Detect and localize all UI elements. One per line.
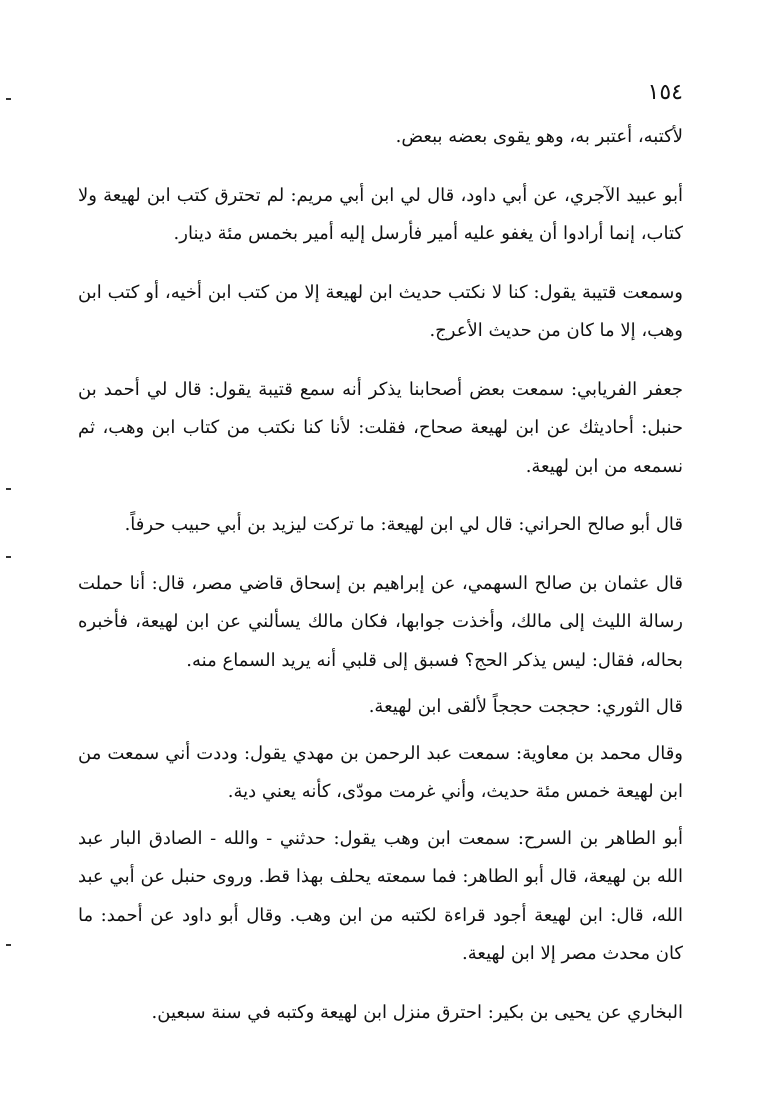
paragraph-gap <box>78 157 683 177</box>
page-body <box>78 118 683 1032</box>
paragraph-1: لأكتبه، أعتبر به، وهو يقوى بعضه ببعض. <box>395 126 683 147</box>
scan-edge-mark <box>6 98 11 100</box>
paragraph-gap <box>78 254 683 274</box>
paragraph-2: أبو عبيد الآجري، عن أبي داود، قال لي ابن أبي مريم: لم تحترق كتب ابن لهيعة ولا كتاب، إنما أرادوا أن يغفو عليه أمير فأرسل إليه أمير بخمس مئة دينار. <box>78 184 683 244</box>
paragraph-5: قال أبو صالح الحراني: قال لي ابن لهيعة: ما تركت ليزيد بن أبي حبيب حرفاً. <box>124 514 683 535</box>
paragraph-6: قال عثمان بن صالح السهمي، عن إبراهيم بن إسحاق قاضي مصر، قال: أنا حملت رسالة الليث إلى مالك، وأخذت جوابها، فكان مالك يسألني عن ابن لهيعة، فأخبره بحاله، فقال: ليس يذكر الحج؟ فسبق إلى قلبي أنه يريد السماع منه. <box>78 572 683 671</box>
paragraph-gap <box>78 727 683 735</box>
paragraph-8: وقال محمد بن معاوية: سمعت عبد الرحمن بن مهدي يقول: وددت أني سمعت من ابن لهيعة خمس مئة حديث، وأني غرمت مودّى، كأنه يعني دية. <box>78 742 684 802</box>
paragraph-7: قال الثوري: حججت حججاً لألقى ابن لهيعة. <box>368 696 683 717</box>
paragraph-gap <box>78 974 683 994</box>
paragraph-gap <box>78 351 683 371</box>
paragraph-9: أبو الطاهر بن السرح: سمعت ابن وهب يقول: حدثني - والله - الصادق البار عبد الله بن لهيعة، قال أبو الطاهر: فما سمعته يحلف بهذا قط. وروى حنبل عن أبي عبد الله، قال: ابن لهيعة أجود قراءة لكتبه من ابن وهب. وقال أبو داود عن أحمد: ما كان محدث مصر إلا ابن لهيعة. <box>78 827 683 964</box>
paragraph-gap <box>78 486 683 506</box>
scan-edge-mark <box>6 944 11 946</box>
paragraph-10: البخاري عن يحيى بن بكير: احترق منزل ابن لهيعة وكتبه في سنة سبعين. <box>151 1001 683 1023</box>
scan-edge-mark <box>6 488 11 490</box>
paragraph-3: وسمعت قتيبة يقول: كنا لا نكتب حديث ابن لهيعة إلا من كتب ابن أخيه، أو كتب ابن وهب، إلا ما كان من حديث الأعرج. <box>78 281 683 341</box>
page-number: ١٥٤ <box>647 80 683 105</box>
paragraph-gap <box>78 545 683 565</box>
paragraph-gap <box>78 680 683 688</box>
scan-edge-mark <box>6 556 11 558</box>
paragraph-4: جعفر الفريابي: سمعت بعض أصحابنا يذكر أنه سمع قتيبة يقول: قال لي أحمد بن حنبل: أحاديثك عن ابن لهيعة صحاح، فقلت: لأنا كنا نكتب من كتاب ابن وهب، ثم نسمعه من ابن لهيعة. <box>78 378 683 477</box>
paragraph-gap <box>78 812 683 820</box>
